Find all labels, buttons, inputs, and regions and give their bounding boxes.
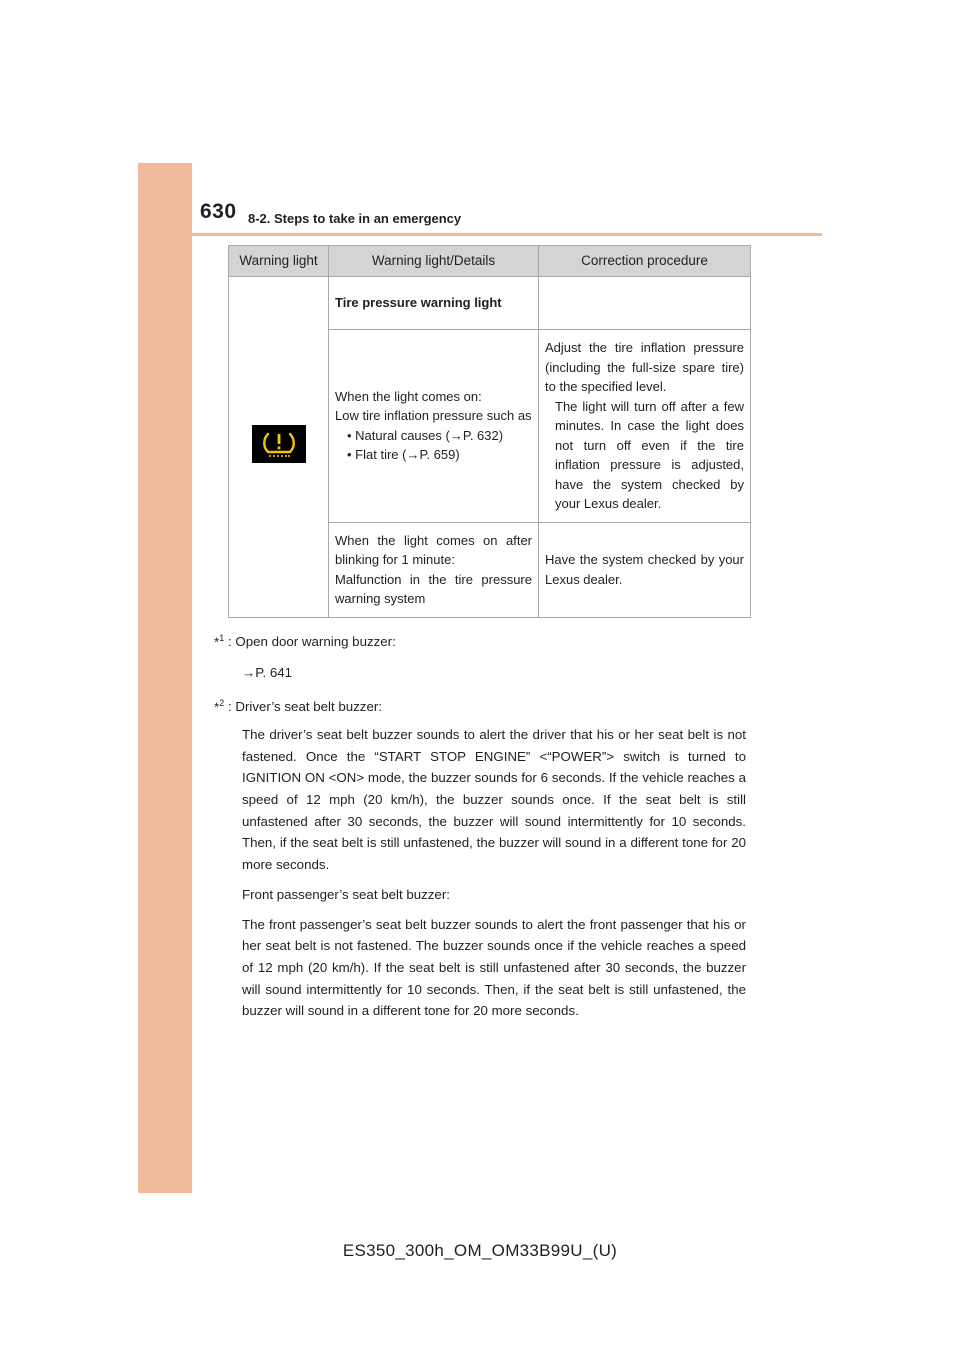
footnote-number: 1 (219, 633, 225, 643)
bullet-text: Flat tire (→P. 659) (355, 447, 460, 463)
warning-light-table (228, 245, 751, 618)
details-line: Low tire inflation pressure such as (335, 408, 532, 424)
footnote-1-reference: →P. 641 (242, 665, 293, 681)
footnote-2-body (214, 724, 746, 1022)
correction-cell (539, 330, 751, 523)
paragraph: The front passenger’s seat belt buzzer sounds to alert the front passenger that his or her seat belt is not fastened. The buzzer sounds once if the vehicle reaches a speed of 12 mph (20 km/h). If the seat belt is still unfastened after 30 seconds, the buzzer will sound intermittently for 10 seconds. Then, if the seat belt is still unfastened, the buzzer will sound in a different tone for 20 more seconds. (242, 916, 746, 1019)
paragraph: The driver’s seat belt buzzer sounds to alert the driver that his or her seat belt is not fastened. Once the “START STOP ENGINE” <“POWER”> switch is turned to IGNITION ON <ON> mode, the buzzer sounds for 6 seconds. If the vehicle reaches a speed of 12 mph (20 km/h), the buzzer sounds once. If the seat belt is still unfastened after 30 seconds, the buzzer will sound intermittently for 10 seconds. Then, if the seat belt is still unfastened, the buzzer will sound in a different tone for 20 more seconds. (242, 726, 746, 873)
correction-cell (539, 522, 751, 617)
footnote-title: : Open door warning buzzer: (228, 634, 396, 650)
page-number: 630 (200, 200, 237, 223)
footnote-2-heading (214, 693, 746, 718)
footnote-mark: * (214, 634, 220, 650)
details-cell (329, 330, 539, 523)
correction-text: Adjust the tire inflation pressure (including the full-size spare tire) to the specified level. (545, 340, 744, 394)
correction-text: Have the system checked by your Lexus dealer. (545, 552, 744, 587)
footnote-mark: * (214, 699, 220, 715)
document-code-footer: ES350_300h_OM_OM33B99U_(U) (342, 1241, 618, 1260)
tire-pressure-title-cell (329, 277, 539, 330)
list-item: • Natural causes (→P. 632) (347, 427, 504, 443)
details-line: Malfunction in the tire pressure warning system (335, 571, 532, 606)
column-header-correction: Correction procedure (539, 246, 751, 277)
footnote-1-heading (214, 628, 746, 653)
footnotes (214, 628, 746, 1030)
details-line: When the light comes on after blinking for 1 minute: (335, 532, 532, 567)
table-row (229, 277, 751, 330)
section-title: 8-2. Steps to take in an emergency (248, 211, 462, 226)
footnote-number: 2 (219, 697, 225, 708)
header-rule (192, 233, 822, 236)
column-header-details: Warning light/Details (329, 246, 539, 277)
table-header-row (229, 246, 751, 277)
bullet-text: Natural causes (→P. 632) (355, 427, 504, 443)
tire-pressure-title: Tire pressure warning light (335, 295, 502, 311)
correction-note: The light will turn off after a few minutes. In case the light does not turn off even if the tire inflation pressure is adjusted, have the system checked by your Lexus dealer. (555, 398, 744, 511)
footnote-title: : Driver’s seat belt buzzer: (228, 699, 382, 715)
empty-cell (539, 277, 751, 330)
chapter-sidebar-tab (138, 163, 192, 1193)
column-header-warning-light: Warning light (229, 246, 329, 277)
paragraph: Front passenger’s seat belt buzzer: (242, 886, 450, 902)
details-line: When the light comes on: (335, 388, 482, 404)
details-cell (329, 522, 539, 617)
tire-pressure-warning-icon (252, 425, 306, 463)
warning-light-icon-cell (229, 277, 329, 618)
list-item: • Flat tire (→P. 659) (347, 447, 460, 463)
